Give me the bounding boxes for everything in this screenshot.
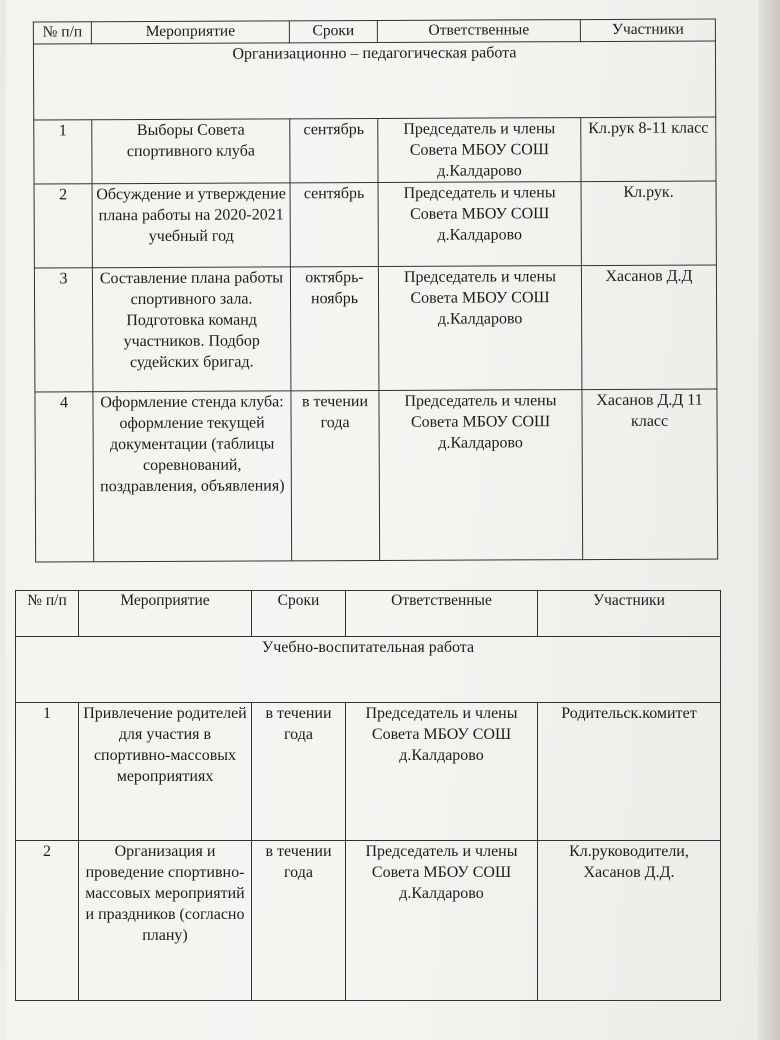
row-participants: Хасанов Д.Д	[581, 265, 717, 390]
row-term: в течении года	[252, 703, 346, 841]
section-row	[33, 41, 715, 120]
table-row	[34, 265, 717, 392]
row-participants: Кл.руководители, Хасанов Д.Д.	[538, 841, 721, 1001]
section-title: Учебно-воспитательная работа	[16, 637, 721, 703]
row-event: Организация и проведение спортивно-массовых мероприятий и праздников (согласно плану)	[79, 841, 252, 1001]
header-num: № п/п	[16, 591, 79, 637]
row-participants: Родительск.комитет	[538, 703, 721, 841]
row-event: Обсуждение и утверждение плана работы на 2020-2021 учебный год	[92, 183, 290, 268]
header-event: Мероприятие	[79, 591, 252, 637]
row-num: 2	[34, 184, 92, 268]
row-term: в течении года	[291, 390, 380, 560]
row-num: 1	[16, 703, 79, 841]
header-term: Сроки	[252, 591, 346, 637]
row-participants: Хасанов Д.Д 11 класс	[582, 389, 718, 560]
row-term: сентябрь	[290, 118, 378, 182]
row-event: Привлечение родителей для участия в спортивно-массовых мероприятиях	[79, 703, 252, 841]
header-num: № п/п	[33, 22, 91, 44]
row-num: 2	[16, 841, 79, 1001]
table-row	[35, 389, 718, 562]
plan-table-organizational	[33, 19, 718, 563]
plan-table-educational	[15, 590, 721, 1001]
row-responsible: Председатель и члены Совета МБОУ СОШ д.Калдарово	[346, 841, 538, 1001]
header-participants: Участники	[580, 19, 715, 42]
table-header-row	[33, 19, 715, 44]
table-row	[16, 841, 721, 1001]
row-num: 3	[34, 268, 93, 392]
page-edge	[758, 0, 780, 1040]
header-responsible: Ответственные	[346, 591, 538, 637]
table-header-row	[16, 591, 721, 637]
row-event: Составление плана работы спортивного зала. Подготовка команд участников. Подбор судейских бригад.	[92, 267, 291, 392]
table-row	[16, 703, 721, 841]
row-term: сентябрь	[290, 182, 378, 266]
header-participants: Участники	[538, 591, 721, 637]
row-responsible: Председатель и члены Совета МБОУ СОШ д.Калдарово	[378, 266, 582, 391]
row-num: 1	[34, 120, 92, 184]
header-responsible: Ответственные	[377, 20, 580, 43]
header-term: Сроки	[289, 20, 377, 42]
row-responsible: Председатель и члены Совета МБОУ СОШ д.Калдарово	[378, 118, 581, 183]
table-row	[34, 117, 716, 184]
section-title: Организационно – педагогическая работа	[33, 41, 715, 120]
header-event: Мероприятие	[91, 21, 289, 44]
row-participants: Кл.рук 8-11 класс	[581, 117, 716, 182]
row-event: Выборы Совета спортивного клуба	[92, 119, 290, 184]
table-row	[34, 181, 716, 268]
row-num: 4	[35, 392, 94, 562]
row-event: Оформление стенда клуба: оформление текущей документации (таблицы соревнований, поздравления, объявления)	[93, 391, 292, 562]
row-term: в течении года	[252, 841, 346, 1001]
section-row	[16, 637, 721, 703]
row-responsible: Председатель и члены Совета МБОУ СОШ д.Калдарово	[378, 182, 581, 267]
row-term: октябрь-ноябрь	[290, 266, 379, 390]
row-participants: Кл.рук.	[581, 181, 716, 266]
row-responsible: Председатель и члены Совета МБОУ СОШ д.Калдарово	[346, 703, 538, 841]
row-responsible: Председатель и члены Совета МБОУ СОШ д.Калдарово	[379, 390, 583, 561]
